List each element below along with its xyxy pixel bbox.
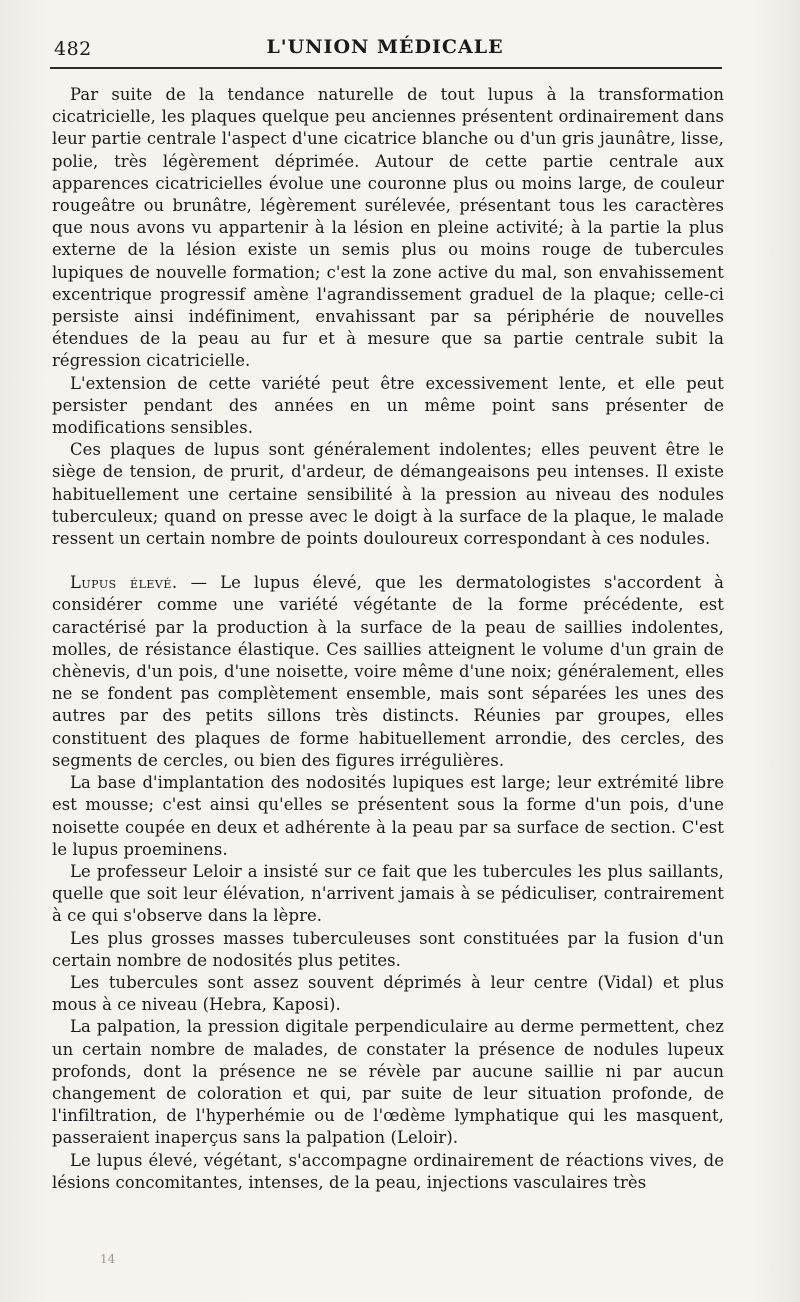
paragraph-1: Par suite de la tendance naturelle de tout lupus à la transformation cicatricielle, les plaques quelque peu anciennes présentent ordinairement dans leur partie centrale l'aspect d'une cicatrice blanche ou d'un gris jaunâtre, lisse, polie, très légèrement déprimée. Autour de cette partie centrale aux apparences cicatricielles évolue une couronne plus ou moins large, de couleur rougeâtre ou brunâtre, légèrement surélevée, présentant tous les caractères que nous avons vu appartenir à la lésion en pleine activité; à la partie la plus externe de la lésion existe un semis plus ou moins rouge de tubercules lupiques de nouvelle formation; c'est la zone active du mal, son envahissement excentrique progressif amène l'agrandissement graduel de la plaque; celle-ci persiste ainsi indéfiniment, envahissant par sa périphérie de nouvelles étendues de la peau au fur et à mesure que sa partie centrale subit la régression cicatricielle.	[52, 85, 724, 371]
section-first-paragraph: Le lupus élevé, que les dermatologistes s'accordent à considérer comme une variété végétante de la forme précédente, est caractérisé par la production à la surface de la peau de saillies indolentes, molles, de résistance élastique. Ces saillies atteignent le volume d'un grain de chènevis, d'un pois, d'une noisette, voire même d'une noix; généralement, elles ne se fondent pas complètement ensemble, mais sont séparées les unes des autres par des petits sillons très distincts. Réunies par groupes, elles constituent des plaques de forme habituellement arrondie, des cercles, des segments de cercles, ou bien des figures irrégulières.	[52, 573, 724, 770]
page-number: 482	[54, 38, 92, 60]
paragraph-2: L'extension de cette variété peut être excessivement lente, et elle peut persister pendant des années en un même point sans présenter de modifications sensibles.	[52, 373, 724, 438]
paragraph-8: La palpation, la pression digitale perpendiculaire au derme permettent, chez un certain nombre de malades, de constater la présence de nodules lupeux profonds, dont la présence ne se révèle par aucune saillie ni par aucun changement de coloration et qui, par suite de leur situation profonde, de l'infiltration, de l'hyperhémie ou de l'œdème lymphatique qui les masquent, passeraient inaperçus sans la palpation (Leloir).	[52, 1017, 724, 1148]
footer-mark: 14	[100, 1252, 116, 1266]
running-title: L'UNION MÉDICALE	[266, 36, 504, 58]
paragraph-5: Le professeur Leloir a insisté sur ce fait que les tubercules les plus saillants, quelle que soit leur élévation, n'arrivent jamais à se pédiculiser, contrairement à ce qui s'observe dans la lèpre.	[52, 861, 724, 926]
section-heading: Lupus élevé.	[70, 573, 178, 593]
header-rule	[50, 67, 722, 69]
paragraph-3: Ces plaques de lupus sont généralement indolentes; elles peuvent être le siège de tension, de prurit, d'ardeur, de démangeaisons peu intenses. Il existe habituellement une certaine sensibilité à la pression au niveau des nodules tuberculeux; quand on presse avec le doigt à la surface de la plaque, le malade ressent un certain nombre de points douloureux correspondant à ces nodules.	[52, 440, 724, 549]
section-lupus-eleve	[52, 572, 724, 772]
paragraph-6: Les plus grosses masses tuberculeuses sont constituées par la fusion d'un certain nombre de nodosités plus petites.	[52, 928, 724, 970]
paragraph-9: Le lupus élevé, végétant, s'accompagne ordinairement de réactions vives, de lésions concomitantes, intenses, de la peau, injections vasculaires très	[52, 1150, 724, 1192]
paragraph-7: Les tubercules sont assez souvent déprimés à leur centre (Vidal) et plus mous à ce niveau (Hebra, Kaposi).	[52, 972, 724, 1015]
paragraph-4: La base d'implantation des nodosités lupiques est large; leur extrémité libre est mousse; c'est ainsi qu'elles se présentent sous la forme d'un pois, d'une noisette coupée en deux et adhérente à la peau par sa surface de section. C'est le lupus proeminens.	[52, 773, 724, 859]
page-header	[50, 34, 720, 64]
body-text	[52, 84, 724, 1194]
section-dash: —	[177, 573, 221, 593]
